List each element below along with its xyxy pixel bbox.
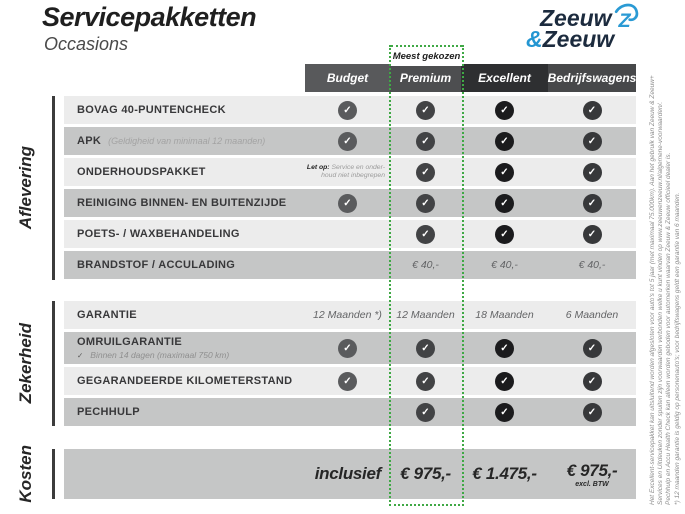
legal-disclaimer — [649, 7, 682, 505]
column-header-bedrijfswagens: Bedrijfswagens — [548, 64, 636, 92]
table-cell — [390, 127, 461, 155]
check-icon: ✓ — [495, 225, 514, 244]
table-row — [64, 251, 636, 279]
table-cell — [305, 96, 390, 124]
page-title: Servicepakketten — [42, 2, 257, 32]
check-icon: ✓ — [495, 403, 514, 422]
section-label-zekerheid: Zekerheid — [16, 323, 35, 404]
row-label: ONDERHOUDSPAKKET — [77, 166, 206, 178]
small-check-icon: ✓ — [77, 350, 84, 360]
column-header-excellent: Excellent — [461, 64, 548, 92]
table-cell — [461, 332, 548, 364]
check-icon: ✓ — [583, 132, 602, 151]
check-icon: ✓ — [583, 339, 602, 358]
table-cell — [461, 301, 548, 329]
logo-z-swoosh-icon — [613, 3, 640, 30]
check-icon: ✓ — [338, 132, 357, 151]
table-cell — [548, 301, 636, 329]
rail-line-aflevering — [52, 96, 55, 280]
check-icon: ✓ — [495, 339, 514, 358]
row-label: GEGARANDEERDE KILOMETERSTAND — [77, 375, 293, 387]
svg-text:Z: Z — [618, 9, 631, 30]
row-label: POETS- / WAXBEHANDELING — [77, 228, 240, 240]
cell-value: 12 Maanden *) — [313, 309, 382, 321]
table-row — [64, 398, 636, 426]
table-row — [64, 96, 636, 124]
table-cell — [390, 301, 461, 329]
table-cell — [305, 127, 390, 155]
table-cell — [305, 251, 390, 279]
table-row — [64, 189, 636, 217]
table-cell — [548, 251, 636, 279]
check-icon: ✓ — [495, 132, 514, 151]
row-label: BOVAG 40-PUNTENCHECK — [77, 104, 226, 116]
table-cell — [548, 158, 636, 186]
cell-value: € 40,- — [578, 259, 606, 271]
table-cell — [390, 398, 461, 426]
cost-value: € 1.475,- — [472, 464, 537, 483]
check-icon: ✓ — [338, 372, 357, 391]
cost-value: € 975,- — [400, 464, 451, 483]
rail-line-kosten — [52, 449, 55, 499]
row-label: APK — [77, 135, 102, 147]
table-cell — [548, 332, 636, 364]
check-icon: ✓ — [416, 163, 435, 182]
table-cell — [390, 96, 461, 124]
table-cell — [305, 301, 390, 329]
footnote-line: Services en Uitdeuken zonder spuiten zijn voorwaarden verbonden welke u kunt vinden op www.zeeuwenzeeuw.nl/algemene-voorwaarden/. — [657, 101, 665, 505]
logo-ampersand: & — [526, 26, 543, 52]
table-cell — [305, 220, 390, 248]
row-label: BRANDSTOF / ACCULADING — [77, 259, 236, 271]
table-cell — [461, 96, 548, 124]
table-cell — [390, 189, 461, 217]
section-label-aflevering: Aflevering — [16, 146, 35, 230]
check-icon: ✓ — [583, 101, 602, 120]
check-icon: ✓ — [495, 372, 514, 391]
check-icon: ✓ — [338, 101, 357, 120]
package-table — [64, 96, 636, 499]
table-row — [64, 127, 636, 155]
footnote-line: Pechhulp en Accu Health Check kan alleen worden geboden voor automerken waarvan Zeeuw & Zeeuw officieel dealer is. — [665, 152, 673, 505]
cell-value: 18 Maanden — [475, 309, 534, 321]
table-row — [64, 158, 636, 186]
table-cell — [548, 96, 636, 124]
table-cell — [461, 189, 548, 217]
cost-cell — [461, 449, 548, 499]
check-icon: ✓ — [495, 101, 514, 120]
section-label-kosten: Kosten — [16, 445, 35, 503]
table-cell — [390, 158, 461, 186]
logo-word-bottom — [526, 26, 614, 53]
check-icon: ✓ — [583, 163, 602, 182]
cost-value-budget: inclusief — [314, 464, 381, 483]
row-label: PECHHULP — [77, 406, 140, 418]
cell-value: € 40,- — [412, 259, 439, 271]
table-cell — [548, 127, 636, 155]
logo-text-zeeuw-1: Zeeuw — [540, 5, 612, 31]
table-cell — [548, 189, 636, 217]
cost-value: € 975,- — [566, 460, 618, 480]
cost-cell — [390, 449, 461, 499]
check-icon: ✓ — [583, 225, 602, 244]
check-icon: ✓ — [416, 225, 435, 244]
check-icon: ✓ — [583, 372, 602, 391]
table-cell — [461, 367, 548, 395]
table-row — [64, 367, 636, 395]
check-icon: ✓ — [583, 403, 602, 422]
table-cell — [461, 220, 548, 248]
table-row — [64, 220, 636, 248]
check-icon: ✓ — [416, 403, 435, 422]
row-label: REINIGING BINNEN- EN BUITENZIJDE — [77, 197, 287, 209]
table-cell — [305, 189, 390, 217]
page-subtitle: Occasions — [44, 34, 129, 54]
table-cell — [390, 367, 461, 395]
check-icon: ✓ — [338, 194, 357, 213]
table-cell — [461, 251, 548, 279]
cost-value-note: excl. BTW — [575, 480, 609, 488]
table-cell — [305, 332, 390, 364]
check-icon: ✓ — [416, 194, 435, 213]
table-cell — [390, 220, 461, 248]
table-row — [64, 301, 636, 329]
table-cell — [548, 398, 636, 426]
rail-line-zekerheid — [52, 301, 55, 426]
column-headers — [305, 64, 636, 92]
row-inline-note: (Geldigheid van minimaal 12 maanden) — [108, 136, 266, 146]
column-header-budget: Budget — [305, 64, 390, 92]
section-gap — [64, 282, 636, 298]
table-cell — [461, 127, 548, 155]
table-cell — [390, 251, 461, 279]
cell-warning-note: Let op: Service en onder- houd niet inbegrepen — [306, 164, 385, 179]
footnote-line: Het Excellent-servicepakket kan uitsluitend worden afgesloten voor auto's tot 5 jaar (met maximaal 75.000km). Aan het gebruik van Zeeuw & Zeeuw+ — [649, 75, 656, 505]
table-cell — [305, 398, 390, 426]
cost-cell — [548, 449, 636, 499]
check-icon: ✓ — [583, 194, 602, 213]
logo-text-zeeuw-2: Zeeuw — [542, 26, 615, 52]
table-row — [64, 332, 636, 364]
table-cell — [548, 367, 636, 395]
check-icon: ✓ — [416, 372, 435, 391]
check-icon: ✓ — [495, 163, 514, 182]
table-cell — [390, 332, 461, 364]
check-icon: ✓ — [495, 194, 514, 213]
column-header-premium: Premium — [390, 64, 461, 92]
table-cell — [461, 398, 548, 426]
table-cell — [305, 367, 390, 395]
section-gap — [64, 429, 636, 446]
check-icon: ✓ — [416, 101, 435, 120]
cell-value: 6 Maanden — [565, 309, 619, 321]
most-chosen-badge: Meest gekozen — [391, 45, 462, 66]
row-label: GARANTIE — [77, 309, 137, 321]
table-cell — [461, 158, 548, 186]
cost-row — [64, 449, 636, 499]
cell-value: € 40,- — [491, 259, 518, 271]
footnote-line: *) 12 maanden garantie is geldig op personenauto's; voor bedrijfswagens geldt een garantie van 6 maanden. — [673, 192, 681, 505]
table-cell — [305, 158, 390, 186]
check-icon: ✓ — [338, 339, 357, 358]
check-icon: ✓ — [416, 339, 435, 358]
check-icon: ✓ — [416, 132, 435, 151]
table-cell — [548, 220, 636, 248]
row-sub-note: ✓ Binnen 14 dagen (maximaal 750 km) — [77, 350, 230, 360]
row-label: OMRUILGARANTIE — [77, 336, 183, 348]
cell-value: 12 Maanden — [396, 309, 455, 321]
